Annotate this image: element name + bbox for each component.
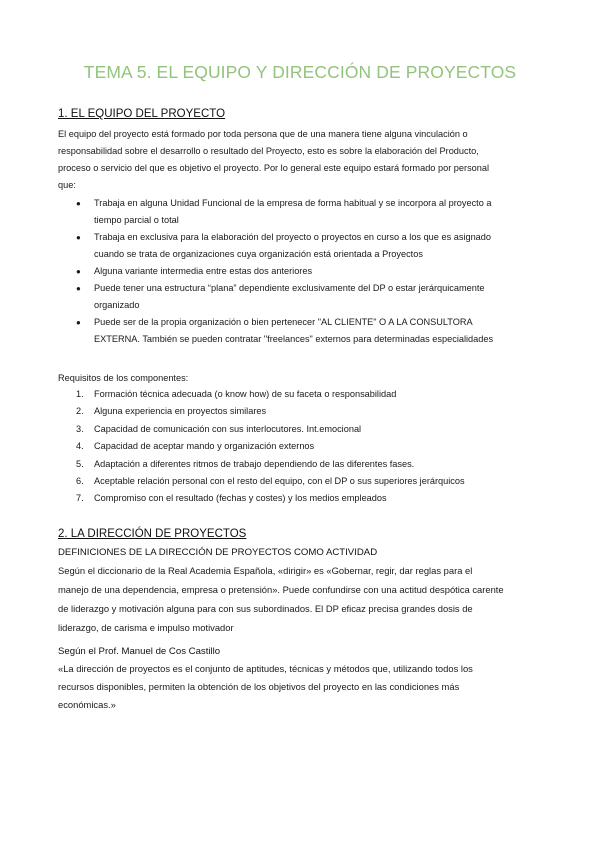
bullet-line: EXTERNA. También se pueden contratar "freelances" externos para determinadas especialidades (94, 334, 494, 344)
rae-line: de liderazgo y motivación alguna para con sus subordinados. El DP eficaz precisa grandes dosis de (58, 603, 473, 614)
rae-definition (58, 561, 514, 637)
section-1-heading: 1. EL EQUIPO DEL PROYECTO (58, 108, 226, 120)
bullet-item (58, 280, 528, 314)
requisito-text: Capacidad de comunicación con sus interlocutores. Int.emocional (94, 423, 362, 434)
intro-line: proceso o servicio del que es objetivo el proyecto. Por lo general este equipo estará formado por personal (58, 163, 490, 173)
section-1-intro (58, 126, 516, 194)
requisito-text: Formación técnica adecuada (o know how) de su faceta o responsabilidad (94, 389, 397, 399)
rae-line: Según el diccionario de la Real Academia Española, «dirigir» es «Gobernar, regir, dar reglas para el (58, 565, 473, 576)
bullet-line: ● Trabaja en alguna Unidad Funcional de la empresa de forma habitual y se incorpora al proyecto a (94, 198, 492, 208)
requisito-item (58, 386, 528, 403)
bullet-line: tiempo parcial o total (94, 215, 179, 225)
equipo-bullet-list (58, 195, 528, 348)
bullet-item (58, 195, 528, 229)
prof-definition (58, 660, 514, 714)
prof-label: Según el Prof. Manuel de Cos Castillo (58, 646, 221, 657)
intro-line: responsabilidad sobre el desarrollo o resultado del Proyecto, esto es sobre la elaboración del Producto, (58, 146, 479, 156)
intro-line: que: (58, 180, 76, 190)
rae-line: liderazgo, de carisma e impulso motivador (58, 622, 234, 633)
requisito-number: 2. (76, 406, 84, 417)
requisito-item (58, 421, 528, 438)
requisito-item (58, 438, 528, 455)
requisito-item (58, 490, 528, 507)
bullet-item (58, 314, 528, 348)
requisito-text: Aceptable relación personal con el resto del equipo, con el DP o sus superiores jerárquicos (94, 476, 465, 487)
requisito-text: Capacidad de aceptar mando y organización externos (94, 441, 315, 452)
requisito-number: 1. (76, 389, 84, 399)
bullet-line: ● Trabaja en exclusiva para la elaboración del proyecto o proyectos en curso a los que es asignado (94, 232, 492, 242)
requisito-number: 7. (76, 493, 84, 504)
requisito-item (58, 473, 528, 490)
bullet-line: ● Alguna variante intermedia entre estas dos anteriores (94, 266, 313, 276)
requisito-text: Adaptación a diferentes ritmos de trabajo dependiendo de las diferentes fases. (94, 458, 415, 469)
page-title: TEMA 5. EL EQUIPO Y DIRECCIÓN DE PROYECTOS (83, 62, 517, 82)
section-2-subheading: DEFINICIONES DE LA DIRECCIÓN DE PROYECTOS COMO ACTIVIDAD (58, 547, 378, 558)
requisito-number: 5. (76, 458, 84, 469)
requisito-number: 6. (76, 476, 84, 487)
requisito-text: Compromiso con el resultado (fechas y costes) y los medios empleados (94, 493, 387, 504)
bullet-item (58, 229, 528, 263)
section-2-heading: 2. LA DIRECCIÓN DE PROYECTOS (58, 528, 247, 540)
prof-line: «La dirección de proyectos es el conjunto de aptitudes, técnicas y métodos que, utilizando todos los (58, 663, 473, 674)
bullet-line: cuando se trata de organizaciones cuya organización está orientada a Proyectos (94, 249, 423, 259)
bullet-line: ● Puede tener una estructura “plana” dependiente exclusivamente del DP o estar jerárquicamente (94, 283, 485, 293)
rae-line: manejo de una dependencia, empresa o pretensión». Puede confundirse con una actitud despótica carente (58, 584, 504, 595)
prof-line: recursos disponibles, permiten la obtención de los objetivos del proyecto en las condiciones más (58, 681, 460, 692)
requisito-number: 4. (76, 441, 84, 452)
prof-line: económicas.» (58, 699, 116, 710)
requisitos-label: Requisitos de los componentes: (58, 373, 189, 383)
bullet-line: ● Puede ser de la propia organización o bien pertenecer "AL CLIENTE" O A LA CONSULTORA (94, 317, 473, 327)
requisito-item (58, 403, 528, 420)
intro-line: El equipo del proyecto está formado por toda persona que de una manera tiene alguna vinculación o (58, 129, 468, 139)
bullet-item (58, 263, 528, 280)
bullet-line: organizado (94, 300, 140, 310)
requisito-text: Alguna experiencia en proyectos similares (94, 406, 267, 417)
requisito-item (58, 456, 528, 473)
requisito-number: 3. (76, 423, 84, 434)
requisitos-list (58, 386, 528, 508)
